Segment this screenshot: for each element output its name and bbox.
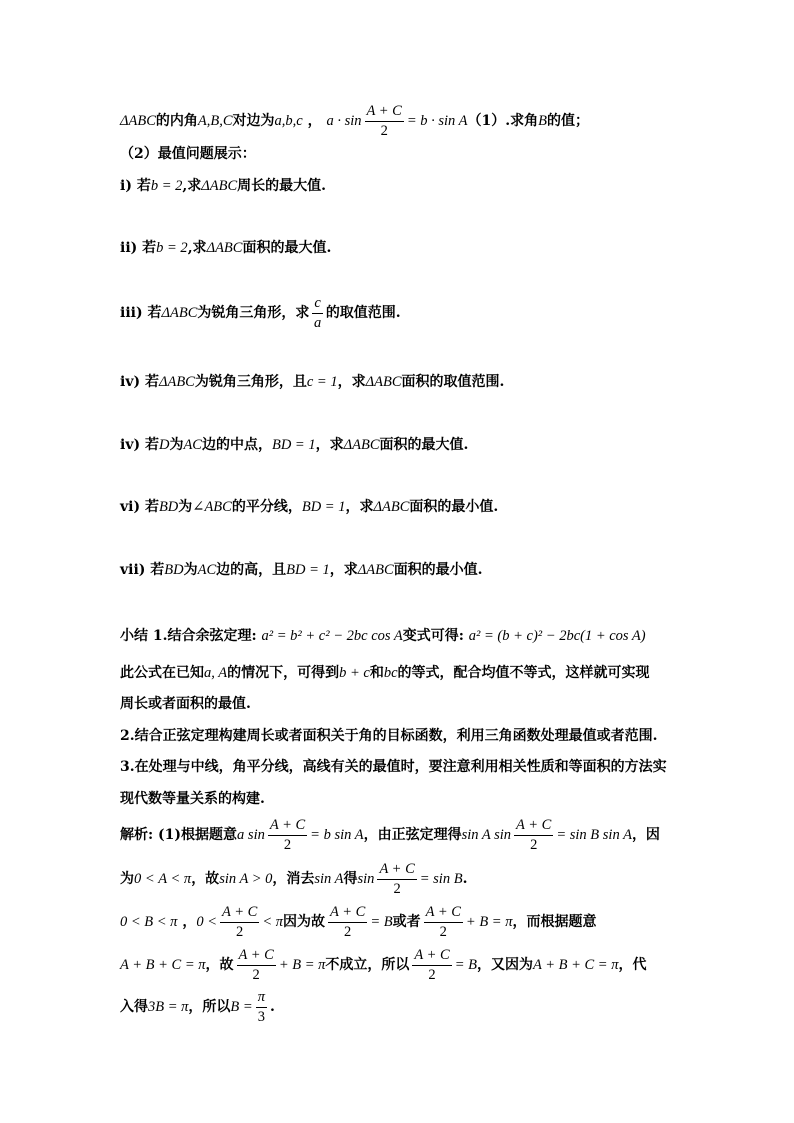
summary-1: 小结 1.结合余弦定理: a² = b² + c² − 2bc cos A变式可得: a² = (b + c)² − 2bc(1 + cos A) xyxy=(120,628,646,644)
cosine-law-variant: a² = (b + c)² − 2bc(1 + cos A) xyxy=(468,628,646,644)
fraction-AC-over-2: $\frac{A + C}{2}$ xyxy=(366,103,402,139)
solution-line5: 入得3B = π，所以B = $\frac{\pi}{3}$ . xyxy=(120,989,275,1025)
item-7: vii) 若BD为AC边的高，且BD = 1，求ΔABC面积的最小值. xyxy=(120,562,483,578)
fraction-AC-over-2: $\frac{A + C}{2}$ xyxy=(222,904,258,940)
fraction-AC-over-2: $\frac{A + C}{2}$ xyxy=(238,947,274,983)
summary-1-line3: 周长或者面积的最值. xyxy=(120,696,251,712)
item-1: i) 若b = 2,求ΔABC周长的最大值. xyxy=(120,178,327,194)
fraction-AC-over-2: $\frac{A + C}{2}$ xyxy=(330,904,366,940)
item-4: iv) 若ΔABC为锐角三角形，且c = 1，求ΔABC面积的取值范围. xyxy=(120,374,505,390)
summary-1-line2: 此公式在已知a, A的情况下，可得到b + c和bc的等式，配合均值不等式，这样就可实现 xyxy=(120,665,650,681)
cosine-law: a² = b² + c² − 2bc cos A xyxy=(261,628,403,644)
part2-title: （2）最值问题展示： xyxy=(120,146,256,162)
fraction-c-over-a: $\frac{c}{a}$ xyxy=(313,295,322,331)
fraction-AC-over-2: $\frac{A + C}{2}$ xyxy=(379,861,415,897)
fraction-pi-over-3: $\frac{\pi}{3}$ xyxy=(257,989,265,1025)
fraction-AC-over-2: $\frac{A + C}{2}$ xyxy=(414,947,450,983)
fraction-AC-over-2: $\frac{A + C}{2}$ xyxy=(425,904,461,940)
summary-2: 2.结合正弦定理构建周长或者面积关于角的目标函数，利用三角函数处理最值或者范围. xyxy=(120,728,658,744)
problem-premise: ΔABC的内角A,B,C对边为a,b,c ， a · sin $\frac{A + C}{2}$ = b · sin A（1）.求角B的值； xyxy=(120,103,590,139)
fraction-AC-over-2: $\frac{A + C}{2}$ xyxy=(269,817,306,853)
summary-3-line2: 现代数等量关系的构建. xyxy=(120,791,265,807)
solution-line2: 为0 < A < π，故sin A > 0，消去sin A得sin $\frac{A + C}{2}$ = sin B. xyxy=(120,861,468,897)
fraction-AC-over-2: $\frac{A + C}{2}$ xyxy=(516,817,552,853)
item-5: iv) 若D为AC边的中点，BD = 1，求ΔABC面积的最大值. xyxy=(120,437,469,453)
item-3: iii) 若ΔABC为锐角三角形，求 $\frac{c}{a}$ 的取值范围. xyxy=(120,295,401,331)
solution-line4: A + B + C = π，故 $\frac{A + C}{2}$ + B = π不成立，所以 $\frac{A + C}{2}$ = B，又因为A + B + C = π，代 xyxy=(120,947,647,983)
item-2: ii) 若b = 2,求ΔABC面积的最大值. xyxy=(120,240,332,256)
math-triangle: ΔABC xyxy=(120,113,156,129)
solution-line3: 0 < B < π ，0 < $\frac{A + C}{2}$ < π因为故 $\frac{A + C}{2}$ = B或者 $\frac{A + C}{2}$ + B = π，而根据题意 xyxy=(120,904,597,940)
summary-3: 3.在处理与中线，角平分线，高线有关的最值时，要注意利用相关性质和等面积的方法实 xyxy=(120,759,667,775)
solution-line1: 解析: (1)根据题意a sin $\frac{A + C}{2}$ = b sin A，由正弦定理得sin A sin $\frac{A + C}{2}$ = sin B sin A，因 xyxy=(120,817,660,853)
item-6: vi) 若BD为∠ABC的平分线，BD = 1，求ΔABC面积的最小值. xyxy=(120,499,499,515)
